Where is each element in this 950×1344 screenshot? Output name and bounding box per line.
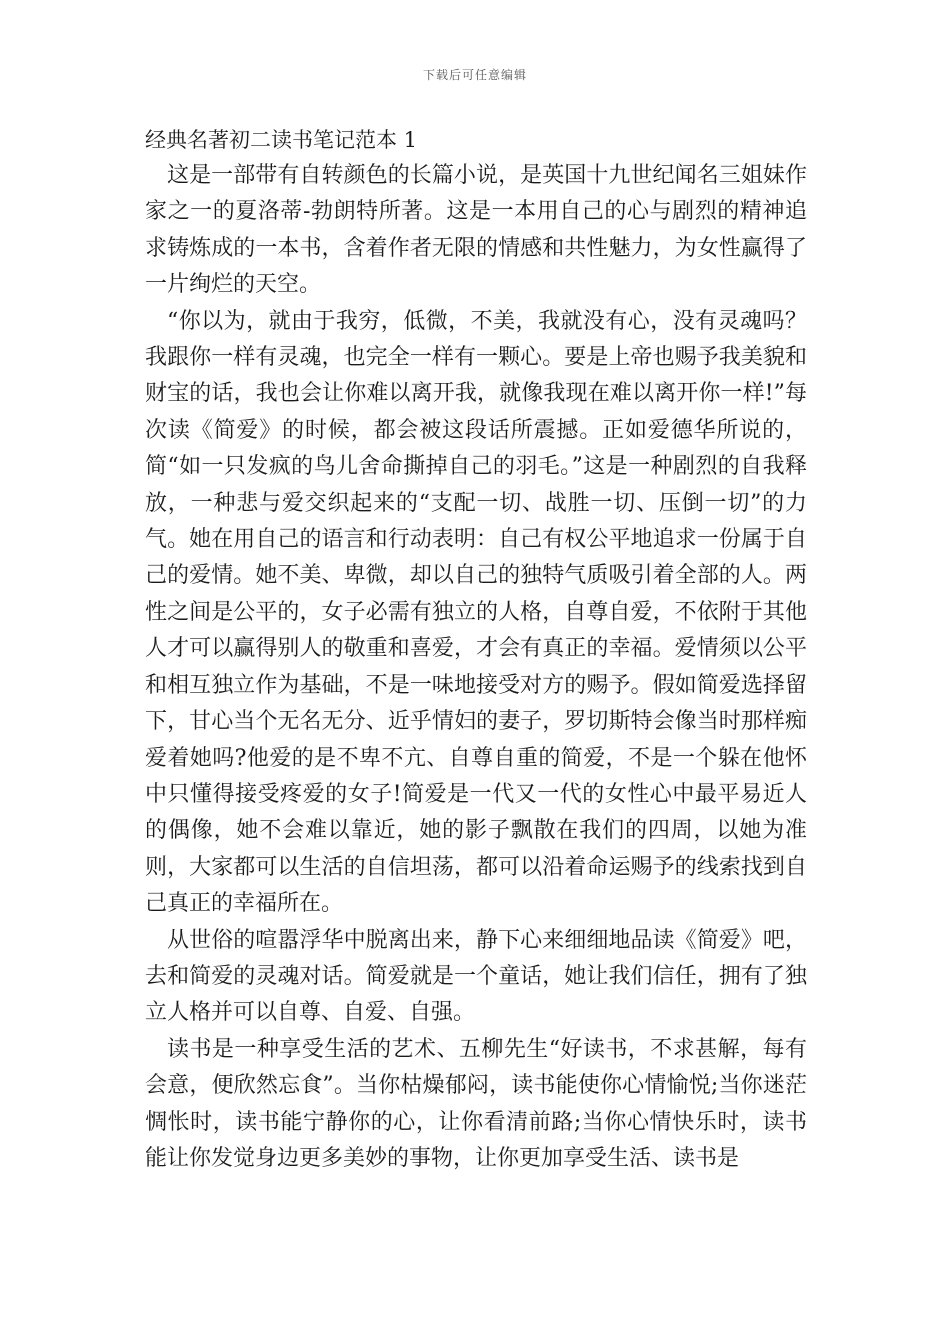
document-body <box>145 122 807 1177</box>
header-note: 下载后可任意编辑 <box>422 68 527 82</box>
paragraph-quote: “你以为，就由于我穷，低微，不美，我就没有心，没有灵魂吗？我跟你一样有灵魂，也完全一样有一颗心。要是上帝也赐予我美貌和财宝的话，我也会让你难以离开我，就像我现在难以离开你一样!”每次读《简爱》的时候，都会被这段话所震撼。正如爱德华所说的，简“如一只发疯的鸟儿舍命撕掉自己的羽毛。”这是一种剧烈的自我释放，一种悲与爱交织起来的“支配一切、战胜一切、压倒一切”的力气。她在用自己的语言和行动表明：自己有权公平地追求一份属于自己的爱情。她不美、卑微，却以自己的独特气质吸引着全部的人。两性之间是公平的，女子必需有独立的人格，自尊自爱，不依附于其他人才可以赢得别人的敬重和喜爱，才会有真正的幸福。爱情须以公平和相互独立作为基础，不是一味地接受对方的赐予。假如简爱选择留下，甘心当个无名无分、近乎情妇的妻子，罗切斯特会像当时那样痴爱着她吗?他爱的是不卑不亢、自尊自重的简爱，不是一个躲在他怀中只懂得接受疼爱的女子!简爱是一代又一代的女性心中最平易近人的偶像，她不会难以靠近，她的影子飘散在我们的四周，以她为准则，大家都可以生活的自信坦荡，都可以沿着命运赐予的线索找到自己真正的幸福所在。 <box>145 308 807 917</box>
paragraph-intro: 这是一部带有自转颜色的长篇小说，是英国十九世纪闻名三姐妹作家之一的夏洛蒂-勃朗特所著。这是一本用自己的心与剧烈的精神追求铸炼成的一本书，含着作者无限的情感和共性魅力，为女性赢得了一片绚烂的天空。 <box>145 163 807 298</box>
document-title: 经典名著初二读书笔记范本 1 <box>145 128 418 152</box>
paragraph-reflection: 从世俗的喧嚣浮华中脱离出来，静下心来细细地品读《简爱》吧，去和简爱的灵魂对话。简爱就是一个童话，她让我们信任，拥有了独立人格并可以自尊、自爱、自强。 <box>145 927 807 1026</box>
paragraph-reading: 读书是一种享受生活的艺术、五柳先生“好读书，不求甚解，每有会意，便欣然忘食”。当你枯燥郁闷，读书能使你心情愉悦;当你迷茫惆怅时，读书能宁静你的心，让你看清前路;当你心情快乐时，读书能让你发觉身边更多美妙的事物，让你更加享受生活、读书是 <box>145 1036 807 1171</box>
